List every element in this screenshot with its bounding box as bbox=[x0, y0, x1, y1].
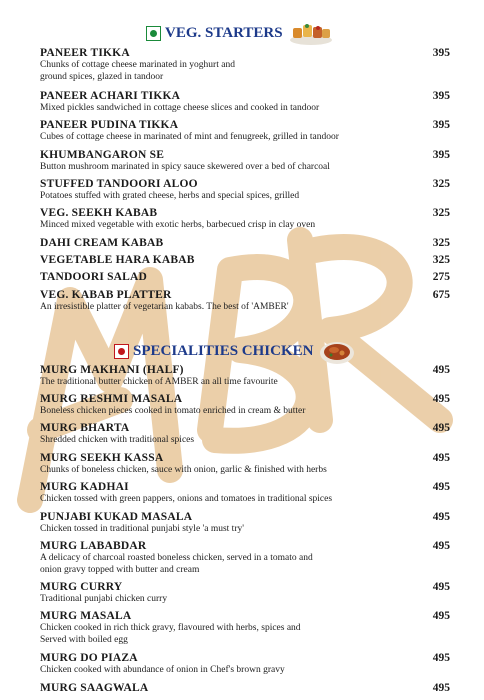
section-header-specialities-chicken bbox=[114, 337, 355, 365]
item-description: Button mushroom marinated in spicy sauce skewered over a bed of charcoal bbox=[40, 162, 330, 172]
section-title: SPECIALITIES CHICKEN bbox=[133, 342, 314, 359]
menu-item bbox=[40, 682, 450, 695]
item-price: 495 bbox=[432, 581, 450, 593]
item-description: The traditional butter chicken of AMBER an all time favourite bbox=[40, 377, 278, 387]
item-price: 495 bbox=[432, 393, 450, 405]
veg-symbol-icon bbox=[146, 26, 161, 41]
item-name: MURG MASALA bbox=[40, 610, 132, 622]
menu-item bbox=[40, 237, 450, 250]
menu-item bbox=[40, 364, 450, 389]
menu-item bbox=[40, 581, 450, 606]
item-name: MURG CURRY bbox=[40, 581, 123, 593]
item-name: VEGETABLE HARA KABAB bbox=[40, 254, 195, 266]
item-price: 325 bbox=[432, 237, 450, 249]
menu-item bbox=[40, 610, 450, 646]
item-description: Chicken tossed with green pappers, onions and tomatoes in traditional spices bbox=[40, 494, 333, 504]
menu-item bbox=[40, 271, 450, 284]
item-price: 495 bbox=[432, 481, 450, 493]
item-price: 495 bbox=[432, 610, 450, 622]
item-name: DAHI CREAM KABAB bbox=[40, 237, 164, 249]
item-name: MURG KADHAI bbox=[40, 481, 129, 493]
item-description: Shredded chicken with traditional spices bbox=[40, 435, 195, 445]
item-name: KHUMBANGARON SE bbox=[40, 149, 165, 161]
item-price: 395 bbox=[432, 119, 450, 131]
menu-item bbox=[40, 452, 450, 477]
item-description: Chunks of cottage cheese marinated in yoghurt and ground spices, glazed in tandoor bbox=[40, 60, 235, 82]
item-price: 395 bbox=[432, 149, 450, 161]
section-header-veg-starters bbox=[146, 20, 333, 46]
item-name: MURG SEEKH KASSA bbox=[40, 452, 164, 464]
item-description: An irresistible platter of vegetarian kababs. The best of 'AMBER' bbox=[40, 302, 289, 312]
item-price: 395 bbox=[432, 90, 450, 102]
item-name: MURG MAKHANI (HALF) bbox=[40, 364, 184, 376]
item-price: 495 bbox=[432, 422, 450, 434]
item-description: Chicken tossed in traditional punjabi style 'a must try' bbox=[40, 524, 244, 534]
item-description: Traditional punjabi chicken curry bbox=[40, 594, 168, 604]
non-veg-symbol-icon bbox=[114, 344, 129, 359]
item-name: PANEER ACHARI TIKKA bbox=[40, 90, 181, 102]
item-price: 495 bbox=[432, 682, 450, 694]
item-price: 325 bbox=[432, 254, 450, 266]
item-description: Mixed pickles sandwiched in cottage cheese slices and cooked in tandoor bbox=[40, 103, 320, 113]
item-name: PANEER PUDINA TIKKA bbox=[40, 119, 179, 131]
menu-item bbox=[40, 540, 450, 576]
menu-item bbox=[40, 393, 450, 418]
menu-item bbox=[40, 511, 450, 536]
item-description: Chicken cooked in rich thick gravy, flavoured with herbs, spices and Served with boiled egg bbox=[40, 623, 301, 645]
menu-item bbox=[40, 652, 450, 677]
item-price: 495 bbox=[432, 540, 450, 552]
item-name: MURG LABABDAR bbox=[40, 540, 147, 552]
item-price: 275 bbox=[432, 271, 450, 283]
item-price: 325 bbox=[432, 178, 450, 190]
menu-item bbox=[40, 207, 450, 232]
item-description: Potatoes stuffed with grated cheese, herbs and special spices, grilled bbox=[40, 191, 300, 201]
food-dish-icon bbox=[319, 337, 355, 365]
item-description: Cubes of cottage cheese in marinated of mint and fenugreek, grilled in tandoor bbox=[40, 132, 339, 142]
menu-item bbox=[40, 481, 450, 506]
item-description: Chicken cooked with abundance of onion in Chef's brown gravy bbox=[40, 665, 285, 675]
item-description: A delicacy of charcoal roasted boneless chicken, served in a tomato and onion gravy topped with butter and cream bbox=[40, 553, 313, 575]
item-description: Minced mixed vegetable with exotic herbs, barbecued crisp in clay oven bbox=[40, 220, 316, 230]
menu-item bbox=[40, 289, 450, 314]
item-name: STUFFED TANDOORI ALOO bbox=[40, 178, 198, 190]
menu-item bbox=[40, 47, 450, 83]
item-name: MURG BHARTA bbox=[40, 422, 130, 434]
item-price: 675 bbox=[432, 289, 450, 301]
section-title: VEG. STARTERS bbox=[165, 24, 283, 41]
menu-item bbox=[40, 149, 450, 174]
food-dish-icon bbox=[289, 20, 333, 46]
menu-item bbox=[40, 90, 450, 115]
item-description: Chunks of boneless chicken, sauce with onion, garlic & finished with herbs bbox=[40, 465, 327, 475]
menu-item bbox=[40, 422, 450, 447]
item-name: VEG. SEEKH KABAB bbox=[40, 207, 158, 219]
menu-item bbox=[40, 178, 450, 203]
item-name: PANEER TIKKA bbox=[40, 47, 130, 59]
item-price: 495 bbox=[432, 364, 450, 376]
item-name: MURG SAAGWALA bbox=[40, 682, 149, 694]
item-name: TANDOORI SALAD bbox=[40, 271, 148, 283]
item-price: 495 bbox=[432, 452, 450, 464]
item-price: 325 bbox=[432, 207, 450, 219]
item-price: 495 bbox=[432, 652, 450, 664]
item-name: MURG DO PIAZA bbox=[40, 652, 138, 664]
item-price: 495 bbox=[432, 511, 450, 523]
menu-item bbox=[40, 119, 450, 144]
item-description: Boneless chicken pieces cooked in tomato enriched in cream & butter bbox=[40, 406, 306, 416]
menu-item bbox=[40, 254, 450, 267]
item-price: 395 bbox=[432, 47, 450, 59]
item-name: MURG RESHMI MASALA bbox=[40, 393, 183, 405]
item-name: VEG. KABAB PLATTER bbox=[40, 289, 172, 301]
item-name: PUNJABI KUKAD MASALA bbox=[40, 511, 193, 523]
